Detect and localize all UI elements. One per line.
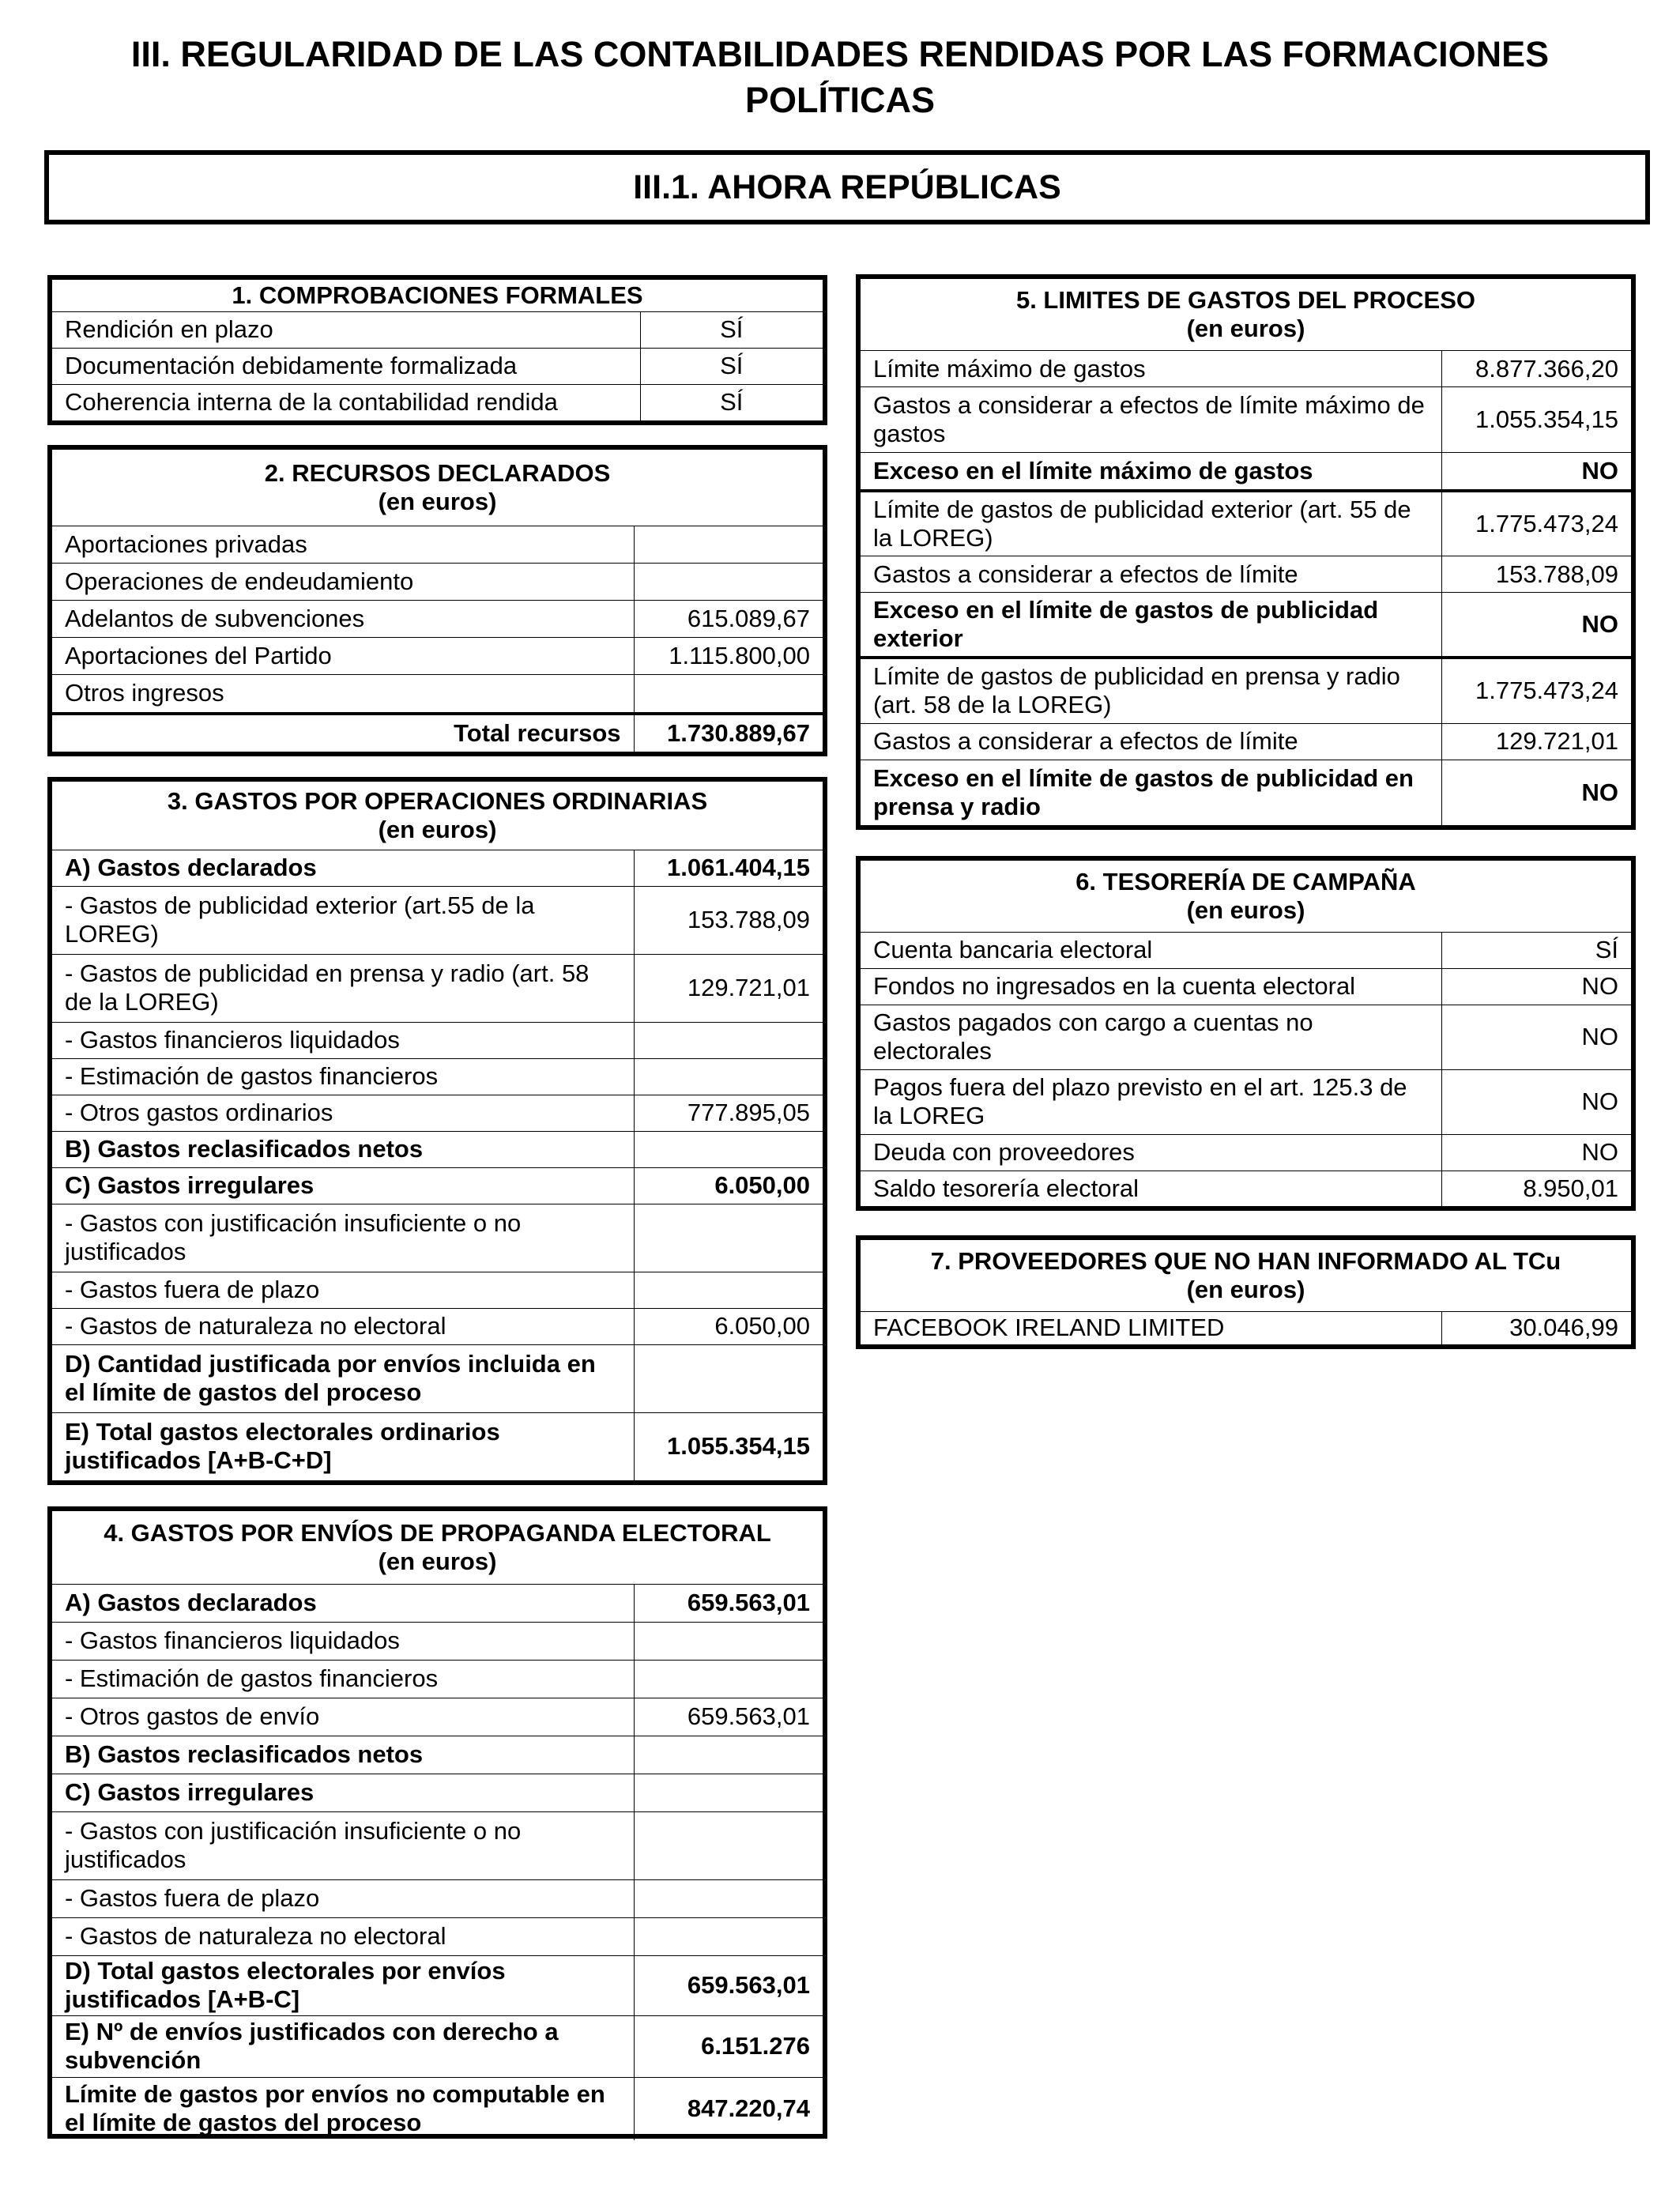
- table-row: [52, 2077, 823, 2140]
- row-label: Operaciones de endeudamiento: [52, 563, 634, 600]
- table-row: [861, 593, 1631, 658]
- row-label: Pagos fuera del plazo previsto en el art. 125.3 de la LOREG: [861, 1069, 1441, 1134]
- table-row: [861, 658, 1631, 723]
- table-row: [52, 1022, 823, 1058]
- row-value: 6.050,00: [634, 1308, 823, 1344]
- table-row: [861, 453, 1631, 491]
- table-title-text: 2. RECURSOS DECLARADOS: [264, 458, 611, 487]
- row-label: Aportaciones privadas: [52, 526, 634, 563]
- total-value: 1.730.889,67: [634, 714, 823, 752]
- table-row: [52, 1917, 823, 1955]
- table-row: [52, 1308, 823, 1344]
- table-proveedores-tcu: [856, 1235, 1636, 1349]
- table-row: [861, 1311, 1631, 1344]
- row-label: Rendición en plazo: [52, 311, 640, 348]
- row-label: Gastos a considerar a efectos de límite: [861, 556, 1441, 593]
- table-limites-gastos-proceso: [856, 274, 1636, 830]
- table-title: [861, 861, 1631, 932]
- row-value: [634, 1917, 823, 1955]
- row-value: 1.115.800,00: [634, 637, 823, 674]
- row-label: E) Total gastos electorales ordinarios justificados [A+B-C+D]: [52, 1412, 634, 1480]
- row-label: - Otros gastos de envío: [52, 1698, 634, 1736]
- table-row: [52, 1622, 823, 1660]
- row-label: - Gastos con justificación insuficiente o no justificados: [52, 1204, 634, 1272]
- table-row: [861, 932, 1631, 968]
- row-value: NO: [1441, 453, 1631, 491]
- table-row: [52, 384, 823, 420]
- table-row: [861, 491, 1631, 556]
- row-value: NO: [1441, 968, 1631, 1005]
- table-unit: (en euros): [1186, 315, 1305, 343]
- row-label: - Otros gastos ordinarios: [52, 1095, 634, 1131]
- table-row: [861, 723, 1631, 760]
- row-label: - Gastos fuera de plazo: [52, 1879, 634, 1917]
- table-row: [861, 1005, 1631, 1069]
- row-value: NO: [1441, 760, 1631, 825]
- table-title-text: 4. GASTOS POR ENVÍOS DE PROPAGANDA ELECTORAL: [104, 1518, 771, 1547]
- row-value: 1.775.473,24: [1441, 658, 1631, 723]
- table-row: [52, 637, 823, 674]
- row-label: - Gastos financieros liquidados: [52, 1022, 634, 1058]
- row-value: [634, 563, 823, 600]
- total-label: Total recursos: [52, 714, 634, 752]
- table-row: [52, 1955, 823, 2015]
- table-unit: (en euros): [1186, 895, 1305, 924]
- row-value: NO: [1441, 1134, 1631, 1171]
- row-label: Cuenta bancaria electoral: [861, 932, 1441, 968]
- row-value: [634, 1131, 823, 1167]
- row-value: [634, 1344, 823, 1412]
- row-value: 1.055.354,15: [634, 1412, 823, 1480]
- row-value: 659.563,01: [634, 1584, 823, 1622]
- table-row: [52, 1272, 823, 1308]
- table-gastos-envios-propaganda: [47, 1506, 827, 2139]
- row-label: A) Gastos declarados: [52, 850, 634, 886]
- row-value: [634, 675, 823, 714]
- table-row: [52, 563, 823, 600]
- row-label: Gastos pagados con cargo a cuentas no electorales: [861, 1005, 1441, 1069]
- table-title: [861, 1240, 1631, 1311]
- row-label: - Estimación de gastos financieros: [52, 1058, 634, 1095]
- row-label: - Gastos con justificación insuficiente o no justificados: [52, 1811, 634, 1879]
- row-label: E) Nº de envíos justificados con derecho a subvención: [52, 2015, 634, 2077]
- table-unit: (en euros): [1186, 1275, 1305, 1303]
- section-title: III.1. AHORA REPÚBLICAS: [633, 168, 1061, 206]
- table-row: [52, 1660, 823, 1698]
- table-comprobaciones-formales: [47, 275, 827, 425]
- row-value: 1.775.473,24: [1441, 491, 1631, 556]
- table-row: [52, 1167, 823, 1204]
- row-label: Gastos a considerar a efectos de límite: [861, 723, 1441, 760]
- row-label: Coherencia interna de la contabilidad rendida: [52, 384, 640, 420]
- row-label: - Gastos de publicidad exterior (art.55 de la LOREG): [52, 886, 634, 954]
- row-value: [634, 1058, 823, 1095]
- row-value: 1.055.354,15: [1441, 387, 1631, 453]
- table-row: [52, 2015, 823, 2077]
- table-row: [861, 1171, 1631, 1207]
- row-value: 8.877.366,20: [1441, 351, 1631, 387]
- table-title: [861, 279, 1631, 351]
- row-label: Fondos no ingresados en la cuenta electoral: [861, 968, 1441, 1005]
- row-label: Límite máximo de gastos: [861, 351, 1441, 387]
- table-row: [861, 351, 1631, 387]
- row-label: B) Gastos reclasificados netos: [52, 1736, 634, 1774]
- row-value: SÍ: [640, 311, 823, 348]
- table-row: [861, 556, 1631, 593]
- table-row: [52, 1698, 823, 1736]
- row-value: [634, 1879, 823, 1917]
- table-unit: (en euros): [378, 815, 497, 843]
- table-row: [52, 1095, 823, 1131]
- row-value: SÍ: [1441, 932, 1631, 968]
- page-title-line-1: III. REGULARIDAD DE LAS CONTABILIDADES RENDIDAS POR LAS FORMACIONES: [130, 34, 1550, 74]
- row-label: Exceso en el límite máximo de gastos: [861, 453, 1441, 491]
- row-value: SÍ: [640, 348, 823, 384]
- row-value: NO: [1441, 1069, 1631, 1134]
- table-unit: (en euros): [378, 1547, 497, 1575]
- row-label: Límite de gastos de publicidad en prensa y radio (art. 58 de la LOREG): [861, 658, 1441, 723]
- row-label: Aportaciones del Partido: [52, 637, 634, 674]
- table-row: [52, 1774, 823, 1811]
- table-row: [52, 1879, 823, 1917]
- row-label: B) Gastos reclasificados netos: [52, 1131, 634, 1167]
- row-label: - Gastos financieros liquidados: [52, 1622, 634, 1660]
- table-row: [861, 387, 1631, 453]
- row-label: D) Cantidad justificada por envíos incluida en el límite de gastos del proceso: [52, 1344, 634, 1412]
- table-title: [52, 1511, 823, 1584]
- row-value: [634, 1774, 823, 1811]
- row-value: 6.151.276: [634, 2015, 823, 2077]
- row-label: Límite de gastos por envíos no computable en el límite de gastos del proceso: [52, 2077, 634, 2140]
- page-title-line-2: POLÍTICAS: [744, 80, 935, 120]
- row-value: 129.721,01: [634, 954, 823, 1022]
- table-row: [52, 348, 823, 384]
- row-value: 30.046,99: [1441, 1311, 1631, 1344]
- row-label: Límite de gastos de publicidad exterior (art. 55 de la LOREG): [861, 491, 1441, 556]
- row-label: C) Gastos irregulares: [52, 1774, 634, 1811]
- row-value: 6.050,00: [634, 1167, 823, 1204]
- table-title-text: 3. GASTOS POR OPERACIONES ORDINARIAS: [167, 786, 708, 815]
- table-tesoreria-campana: [856, 856, 1636, 1211]
- table-title-text: 6. TESORERÍA DE CAMPAÑA: [1075, 867, 1416, 895]
- row-value: 153.788,09: [1441, 556, 1631, 593]
- table-row: [52, 1344, 823, 1412]
- row-value: 8.950,01: [1441, 1171, 1631, 1207]
- table-row: [52, 1736, 823, 1774]
- table-title-text: 7. PROVEEDORES QUE NO HAN INFORMADO AL TCu: [930, 1246, 1561, 1275]
- table-row: [52, 1412, 823, 1480]
- row-label: D) Total gastos electorales por envíos justificados [A+B-C]: [52, 1955, 634, 2015]
- row-value: [634, 1622, 823, 1660]
- table-row: [52, 1811, 823, 1879]
- table-recursos-declarados: [47, 445, 827, 756]
- row-label: - Gastos de naturaleza no electoral: [52, 1308, 634, 1344]
- row-label: - Gastos de publicidad en prensa y radio (art. 58 de la LOREG): [52, 954, 634, 1022]
- table-row: [861, 1134, 1631, 1171]
- table-row: [52, 1058, 823, 1095]
- total-row: [52, 714, 823, 752]
- table-row: [52, 526, 823, 563]
- row-value: [634, 1022, 823, 1058]
- row-label: A) Gastos declarados: [52, 1584, 634, 1622]
- table-unit: (en euros): [378, 487, 497, 515]
- row-label: - Estimación de gastos financieros: [52, 1660, 634, 1698]
- row-label: - Gastos de naturaleza no electoral: [52, 1917, 634, 1955]
- table-row: [52, 675, 823, 714]
- row-value: 615.089,67: [634, 600, 823, 637]
- row-label: Exceso en el límite de gastos de publicidad en prensa y radio: [861, 760, 1441, 825]
- table-row: [52, 850, 823, 886]
- row-value: 659.563,01: [634, 1955, 823, 2015]
- row-value: [634, 1204, 823, 1272]
- row-label: Documentación debidamente formalizada: [52, 348, 640, 384]
- table-row: [52, 1131, 823, 1167]
- row-value: [634, 526, 823, 563]
- table-title-text: 5. LIMITES DE GASTOS DEL PROCESO: [1015, 286, 1476, 315]
- row-value: [634, 1660, 823, 1698]
- row-label: - Gastos fuera de plazo: [52, 1272, 634, 1308]
- row-label: Adelantos de subvenciones: [52, 600, 634, 637]
- table-title: [52, 450, 823, 526]
- table-row: [861, 760, 1631, 825]
- row-label: C) Gastos irregulares: [52, 1167, 634, 1204]
- table-row: [52, 886, 823, 954]
- page-title: [0, 32, 1680, 123]
- row-label: Deuda con proveedores: [861, 1134, 1441, 1171]
- row-value: [634, 1272, 823, 1308]
- row-value: NO: [1441, 593, 1631, 658]
- row-value: [634, 1811, 823, 1879]
- row-value: NO: [1441, 1005, 1631, 1069]
- row-value: SÍ: [640, 384, 823, 420]
- section-title-box: [44, 150, 1650, 224]
- row-value: 777.895,05: [634, 1095, 823, 1131]
- table-title: [52, 782, 823, 850]
- row-label: Otros ingresos: [52, 675, 634, 714]
- table-row: [52, 1204, 823, 1272]
- row-value: 129.721,01: [1441, 723, 1631, 760]
- row-value: [634, 1736, 823, 1774]
- table-row: [861, 968, 1631, 1005]
- table-row: [52, 954, 823, 1022]
- table-gastos-operaciones-ordinarias: [47, 777, 827, 1485]
- row-label: FACEBOOK IRELAND LIMITED: [861, 1311, 1441, 1344]
- row-label: Saldo tesorería electoral: [861, 1171, 1441, 1207]
- row-value: 153.788,09: [634, 886, 823, 954]
- table-row: [52, 311, 823, 348]
- row-label: Gastos a considerar a efectos de límite máximo de gastos: [861, 387, 1441, 453]
- table-row: [52, 1584, 823, 1622]
- table-row: [52, 600, 823, 637]
- row-value: 847.220,74: [634, 2077, 823, 2140]
- row-label: Exceso en el límite de gastos de publicidad exterior: [861, 593, 1441, 658]
- row-value: 659.563,01: [634, 1698, 823, 1736]
- table-title: 1. COMPROBACIONES FORMALES: [52, 280, 823, 311]
- table-row: [861, 1069, 1631, 1134]
- row-value: 1.061.404,15: [634, 850, 823, 886]
